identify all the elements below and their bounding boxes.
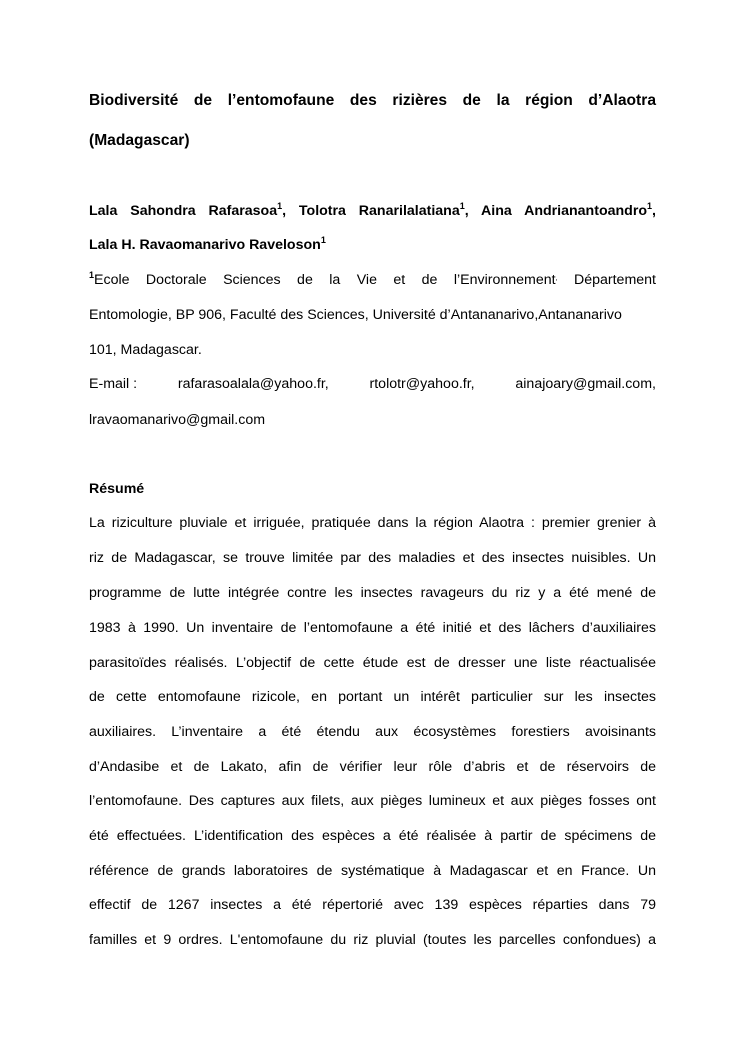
- abstract-line: 1983 à 1990. Un inventaire de l’entomofaune a été initié et des lâchers d’auxiliaires: [89, 620, 656, 636]
- abstract-line: de cette entomofaune rizicole, en portant un intérêt particulier sur les insectes: [89, 689, 656, 705]
- author-4: Lala H. Ravaomanarivo Raveloson: [89, 237, 321, 253]
- email-address-3: ainajoary@gmail.com,: [515, 376, 656, 392]
- affiliation-department: Département: [557, 272, 656, 288]
- abstract-line: référence de grands laboratoires de systématique à Madagascar et en France. Un: [89, 863, 656, 879]
- author-3-affiliation-mark: 1: [647, 201, 653, 211]
- affiliation-line-1: [89, 271, 656, 289]
- abstract-line: riz de Madagascar, se trouve limitée par des maladies et des insectes nuisibles. Un: [89, 550, 656, 566]
- abstract-line: l’entomofaune. Des captures aux filets, aux pièges lumineux et aux pièges fosses ont: [89, 793, 656, 809]
- author-1-affiliation-mark: 1: [277, 201, 283, 211]
- email-address-1: rafarasoalala@yahoo.fr,: [177, 376, 329, 392]
- email-line-1: [89, 375, 656, 393]
- affiliation-separator: ,: [555, 275, 558, 282]
- authors-line-end: ,: [652, 203, 656, 219]
- abstract-line: familles et 9 ordres. L'entomofaune du riz pluvial (toutes les parcelles confondues) a: [89, 932, 656, 948]
- affiliation-mark: 1: [89, 270, 95, 280]
- author-1: Lala Sahondra Rafarasoa: [89, 203, 278, 219]
- authors-line-2: [89, 236, 656, 254]
- author-3: , Aina Andrianantoandro: [464, 203, 648, 219]
- abstract-line: d’Andasibe et de Lakato, afin de vérifier leur rôle d’abris et de réservoirs de: [89, 759, 656, 775]
- author-4-affiliation-mark: 1: [320, 235, 326, 245]
- abstract-line: La riziculture pluviale et irriguée, pratiquée dans la région Alaotra : premier grenier à: [89, 515, 656, 531]
- author-2-affiliation-mark: 1: [459, 201, 465, 211]
- email-address-4: lravaomanarivo@gmail.com: [89, 412, 266, 428]
- author-2: , Tolotra Ranarilalatiana: [282, 203, 460, 219]
- abstract-line: été effectuées. L’identification des espèces a été réalisée à partir de spécimens de: [89, 828, 656, 844]
- abstract-line: auxiliaires. L’inventaire a été étendu aux écosystèmes forestiers avoisinants: [89, 724, 656, 740]
- email-label: E-mail :: [89, 376, 138, 392]
- affiliation-line-3: 101, Madagascar.: [89, 342, 202, 358]
- abstract-line: effectif de 1267 insectes a été répertorié avec 139 espèces réparties dans 79: [89, 897, 656, 913]
- title-line-1: Biodiversité de l’entomofaune des rizières de la région d’Alaotra: [89, 92, 656, 109]
- authors-line-1: [89, 202, 656, 220]
- email-address-2: rtolotr@yahoo.fr,: [369, 376, 475, 392]
- affiliation-line-2: Entomologie, BP 906, Faculté des Sciences, Université d’Antananarivo,Antananarivo: [89, 307, 622, 323]
- abstract-line: programme de lutte intégrée contre les insectes ravageurs du riz y a été mené de: [89, 585, 656, 601]
- affiliation-school: Ecole Doctorale Sciences de la Vie et de l’Environnement: [94, 272, 556, 288]
- abstract-line: parasitoïdes réalisés. L’objectif de cette étude est de dresser une liste réactualisée: [89, 655, 656, 671]
- abstract-heading: Résumé: [89, 481, 145, 497]
- title-line-2: (Madagascar): [89, 132, 190, 149]
